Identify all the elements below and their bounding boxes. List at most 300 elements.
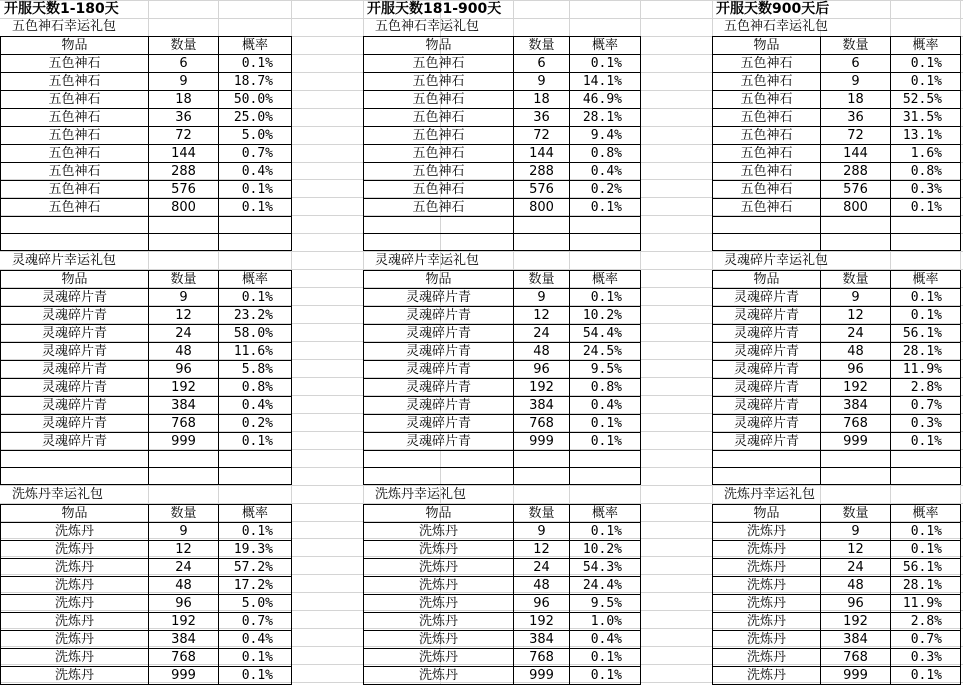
quantity-cell[interactable]: 800	[514, 198, 570, 216]
quantity-cell[interactable]: 6	[821, 54, 891, 72]
probability-cell[interactable]: 0.1%	[219, 432, 292, 450]
quantity-cell[interactable]: 12	[821, 540, 891, 558]
quantity-cell[interactable]: 9	[514, 288, 570, 306]
item-cell[interactable]: 灵魂碎片青	[1, 342, 149, 360]
quantity-cell[interactable]: 12	[514, 540, 570, 558]
item-cell[interactable]: 五色神石	[713, 180, 821, 198]
item-cell[interactable]: 灵魂碎片青	[713, 342, 821, 360]
quantity-cell[interactable]: 12	[821, 306, 891, 324]
header-item[interactable]: 物品	[1, 504, 149, 522]
header-probability[interactable]: 概率	[891, 504, 961, 522]
probability-cell[interactable]: 0.1%	[891, 522, 961, 540]
header-quantity[interactable]: 数量	[514, 270, 570, 288]
header-probability[interactable]: 概率	[891, 36, 961, 54]
probability-cell[interactable]: 14.1%	[570, 72, 641, 90]
quantity-cell[interactable]: 999	[149, 666, 219, 684]
quantity-cell[interactable]: 999	[149, 432, 219, 450]
empty-cell[interactable]	[364, 233, 514, 250]
probability-cell[interactable]: 24.5%	[570, 342, 641, 360]
quantity-cell[interactable]: 72	[149, 126, 219, 144]
empty-cell[interactable]	[821, 233, 891, 250]
header-item[interactable]: 物品	[713, 36, 821, 54]
quantity-cell[interactable]: 18	[149, 90, 219, 108]
quantity-cell[interactable]: 18	[514, 90, 570, 108]
item-cell[interactable]: 五色神石	[713, 144, 821, 162]
item-cell[interactable]: 洗炼丹	[1, 558, 149, 576]
quantity-cell[interactable]: 96	[821, 360, 891, 378]
quantity-cell[interactable]: 999	[821, 432, 891, 450]
probability-cell[interactable]: 11.6%	[219, 342, 292, 360]
item-cell[interactable]: 洗炼丹	[713, 540, 821, 558]
probability-cell[interactable]: 0.7%	[891, 630, 961, 648]
quantity-cell[interactable]: 24	[514, 558, 570, 576]
empty-cell[interactable]	[1, 467, 149, 484]
item-cell[interactable]: 洗炼丹	[364, 540, 514, 558]
item-cell[interactable]: 灵魂碎片青	[1, 324, 149, 342]
empty-cell[interactable]	[821, 216, 891, 233]
probability-cell[interactable]: 0.1%	[570, 648, 641, 666]
empty-cell[interactable]	[891, 233, 961, 250]
header-quantity[interactable]: 数量	[149, 270, 219, 288]
header-quantity[interactable]: 数量	[821, 504, 891, 522]
probability-cell[interactable]: 0.1%	[219, 648, 292, 666]
probability-cell[interactable]: 0.2%	[219, 414, 292, 432]
quantity-cell[interactable]: 384	[149, 630, 219, 648]
probability-cell[interactable]: 52.5%	[891, 90, 961, 108]
header-probability[interactable]: 概率	[570, 504, 641, 522]
quantity-cell[interactable]: 9	[149, 72, 219, 90]
quantity-cell[interactable]: 768	[149, 414, 219, 432]
quantity-cell[interactable]: 96	[821, 594, 891, 612]
probability-cell[interactable]: 0.1%	[891, 54, 961, 72]
quantity-cell[interactable]: 48	[514, 342, 570, 360]
quantity-cell[interactable]: 24	[821, 324, 891, 342]
empty-cell[interactable]	[570, 233, 641, 250]
item-cell[interactable]: 五色神石	[364, 108, 514, 126]
header-item[interactable]: 物品	[1, 36, 149, 54]
quantity-cell[interactable]: 192	[821, 612, 891, 630]
quantity-cell[interactable]: 192	[149, 378, 219, 396]
probability-cell[interactable]: 0.8%	[891, 162, 961, 180]
probability-cell[interactable]: 56.1%	[891, 324, 961, 342]
empty-cell[interactable]	[219, 233, 292, 250]
quantity-cell[interactable]: 384	[514, 630, 570, 648]
probability-cell[interactable]: 0.7%	[219, 144, 292, 162]
quantity-cell[interactable]: 9	[514, 72, 570, 90]
item-cell[interactable]: 洗炼丹	[1, 522, 149, 540]
quantity-cell[interactable]: 48	[149, 342, 219, 360]
item-cell[interactable]: 洗炼丹	[1, 540, 149, 558]
quantity-cell[interactable]: 18	[821, 90, 891, 108]
item-cell[interactable]: 灵魂碎片青	[364, 432, 514, 450]
header-quantity[interactable]: 数量	[149, 36, 219, 54]
probability-cell[interactable]: 54.3%	[570, 558, 641, 576]
item-cell[interactable]: 洗炼丹	[1, 594, 149, 612]
quantity-cell[interactable]: 999	[514, 432, 570, 450]
probability-cell[interactable]: 10.2%	[570, 540, 641, 558]
item-cell[interactable]: 灵魂碎片青	[364, 306, 514, 324]
empty-cell[interactable]	[1, 233, 149, 250]
item-cell[interactable]: 洗炼丹	[364, 648, 514, 666]
empty-cell[interactable]	[570, 467, 641, 484]
item-cell[interactable]: 洗炼丹	[364, 522, 514, 540]
probability-cell[interactable]: 0.4%	[219, 162, 292, 180]
quantity-cell[interactable]: 96	[514, 360, 570, 378]
probability-cell[interactable]: 0.4%	[570, 162, 641, 180]
empty-cell[interactable]	[219, 450, 292, 467]
quantity-cell[interactable]: 24	[149, 558, 219, 576]
header-item[interactable]: 物品	[713, 270, 821, 288]
empty-cell[interactable]	[713, 467, 821, 484]
probability-cell[interactable]: 0.1%	[891, 432, 961, 450]
probability-cell[interactable]: 0.4%	[570, 630, 641, 648]
probability-cell[interactable]: 0.1%	[891, 306, 961, 324]
probability-cell[interactable]: 19.3%	[219, 540, 292, 558]
item-cell[interactable]: 洗炼丹	[1, 666, 149, 684]
item-cell[interactable]: 洗炼丹	[1, 612, 149, 630]
probability-cell[interactable]: 28.1%	[570, 108, 641, 126]
item-cell[interactable]: 五色神石	[1, 72, 149, 90]
quantity-cell[interactable]: 48	[821, 342, 891, 360]
empty-cell[interactable]	[219, 216, 292, 233]
item-cell[interactable]: 五色神石	[713, 162, 821, 180]
probability-cell[interactable]: 5.0%	[219, 594, 292, 612]
quantity-cell[interactable]: 72	[514, 126, 570, 144]
quantity-cell[interactable]: 24	[821, 558, 891, 576]
empty-cell[interactable]	[514, 467, 570, 484]
item-cell[interactable]: 五色神石	[1, 144, 149, 162]
empty-cell[interactable]	[514, 216, 570, 233]
quantity-cell[interactable]: 768	[514, 414, 570, 432]
probability-cell[interactable]: 1.6%	[891, 144, 961, 162]
item-cell[interactable]: 灵魂碎片青	[713, 324, 821, 342]
probability-cell[interactable]: 0.4%	[219, 630, 292, 648]
probability-cell[interactable]: 0.1%	[570, 414, 641, 432]
quantity-cell[interactable]: 192	[514, 612, 570, 630]
header-item[interactable]: 物品	[364, 504, 514, 522]
empty-cell[interactable]	[364, 450, 514, 467]
header-probability[interactable]: 概率	[570, 36, 641, 54]
empty-cell[interactable]	[149, 467, 219, 484]
item-cell[interactable]: 灵魂碎片青	[1, 432, 149, 450]
item-cell[interactable]: 五色神石	[713, 126, 821, 144]
probability-cell[interactable]: 0.1%	[219, 180, 292, 198]
item-cell[interactable]: 五色神石	[364, 72, 514, 90]
probability-cell[interactable]: 0.1%	[570, 198, 641, 216]
quantity-cell[interactable]: 96	[149, 360, 219, 378]
empty-cell[interactable]	[713, 216, 821, 233]
quantity-cell[interactable]: 288	[149, 162, 219, 180]
quantity-cell[interactable]: 192	[514, 378, 570, 396]
probability-cell[interactable]: 0.2%	[570, 180, 641, 198]
probability-cell[interactable]: 0.4%	[219, 396, 292, 414]
quantity-cell[interactable]: 288	[821, 162, 891, 180]
item-cell[interactable]: 洗炼丹	[1, 576, 149, 594]
probability-cell[interactable]: 0.1%	[891, 72, 961, 90]
quantity-cell[interactable]: 48	[149, 576, 219, 594]
quantity-cell[interactable]: 9	[821, 288, 891, 306]
item-cell[interactable]: 灵魂碎片青	[364, 342, 514, 360]
quantity-cell[interactable]: 9	[149, 522, 219, 540]
quantity-cell[interactable]: 576	[821, 180, 891, 198]
quantity-cell[interactable]: 384	[149, 396, 219, 414]
item-cell[interactable]: 五色神石	[713, 54, 821, 72]
quantity-cell[interactable]: 12	[514, 306, 570, 324]
probability-cell[interactable]: 0.3%	[891, 180, 961, 198]
probability-cell[interactable]: 23.2%	[219, 306, 292, 324]
item-cell[interactable]: 洗炼丹	[713, 666, 821, 684]
item-cell[interactable]: 洗炼丹	[713, 594, 821, 612]
item-cell[interactable]: 五色神石	[713, 72, 821, 90]
item-cell[interactable]: 洗炼丹	[364, 666, 514, 684]
item-cell[interactable]: 灵魂碎片青	[713, 432, 821, 450]
item-cell[interactable]: 洗炼丹	[364, 594, 514, 612]
item-cell[interactable]: 灵魂碎片青	[713, 306, 821, 324]
item-cell[interactable]: 五色神石	[364, 198, 514, 216]
quantity-cell[interactable]: 576	[514, 180, 570, 198]
quantity-cell[interactable]: 24	[514, 324, 570, 342]
item-cell[interactable]: 灵魂碎片青	[364, 360, 514, 378]
item-cell[interactable]: 五色神石	[364, 162, 514, 180]
probability-cell[interactable]: 9.4%	[570, 126, 641, 144]
quantity-cell[interactable]: 12	[149, 540, 219, 558]
header-quantity[interactable]: 数量	[514, 36, 570, 54]
empty-cell[interactable]	[1, 450, 149, 467]
quantity-cell[interactable]: 999	[514, 666, 570, 684]
item-cell[interactable]: 五色神石	[1, 90, 149, 108]
item-cell[interactable]: 灵魂碎片青	[1, 360, 149, 378]
item-cell[interactable]: 灵魂碎片青	[364, 378, 514, 396]
header-item[interactable]: 物品	[1, 270, 149, 288]
probability-cell[interactable]: 5.8%	[219, 360, 292, 378]
header-probability[interactable]: 概率	[219, 504, 292, 522]
header-probability[interactable]: 概率	[891, 270, 961, 288]
item-cell[interactable]: 五色神石	[713, 108, 821, 126]
probability-cell[interactable]: 0.3%	[891, 648, 961, 666]
probability-cell[interactable]: 10.2%	[570, 306, 641, 324]
item-cell[interactable]: 洗炼丹	[364, 576, 514, 594]
header-quantity[interactable]: 数量	[821, 270, 891, 288]
probability-cell[interactable]: 18.7%	[219, 72, 292, 90]
empty-cell[interactable]	[891, 216, 961, 233]
probability-cell[interactable]: 0.8%	[570, 144, 641, 162]
quantity-cell[interactable]: 48	[821, 576, 891, 594]
item-cell[interactable]: 灵魂碎片青	[1, 288, 149, 306]
probability-cell[interactable]: 28.1%	[891, 576, 961, 594]
probability-cell[interactable]: 0.1%	[570, 666, 641, 684]
quantity-cell[interactable]: 384	[821, 630, 891, 648]
probability-cell[interactable]: 24.4%	[570, 576, 641, 594]
item-cell[interactable]: 洗炼丹	[1, 630, 149, 648]
item-cell[interactable]: 灵魂碎片青	[713, 414, 821, 432]
probability-cell[interactable]: 54.4%	[570, 324, 641, 342]
item-cell[interactable]: 灵魂碎片青	[364, 396, 514, 414]
probability-cell[interactable]: 50.0%	[219, 90, 292, 108]
header-probability[interactable]: 概率	[219, 270, 292, 288]
quantity-cell[interactable]: 144	[821, 144, 891, 162]
probability-cell[interactable]: 0.8%	[219, 378, 292, 396]
empty-cell[interactable]	[891, 467, 961, 484]
quantity-cell[interactable]: 800	[149, 198, 219, 216]
item-cell[interactable]: 洗炼丹	[713, 558, 821, 576]
item-cell[interactable]: 洗炼丹	[713, 522, 821, 540]
empty-cell[interactable]	[1, 216, 149, 233]
quantity-cell[interactable]: 36	[149, 108, 219, 126]
item-cell[interactable]: 五色神石	[364, 144, 514, 162]
quantity-cell[interactable]: 9	[821, 522, 891, 540]
probability-cell[interactable]: 13.1%	[891, 126, 961, 144]
quantity-cell[interactable]: 144	[514, 144, 570, 162]
quantity-cell[interactable]: 192	[149, 612, 219, 630]
header-quantity[interactable]: 数量	[514, 504, 570, 522]
header-item[interactable]: 物品	[713, 504, 821, 522]
empty-cell[interactable]	[364, 467, 514, 484]
probability-cell[interactable]: 0.1%	[219, 288, 292, 306]
item-cell[interactable]: 五色神石	[1, 198, 149, 216]
quantity-cell[interactable]: 192	[821, 378, 891, 396]
probability-cell[interactable]: 0.1%	[219, 666, 292, 684]
empty-cell[interactable]	[891, 450, 961, 467]
item-cell[interactable]: 灵魂碎片青	[1, 396, 149, 414]
probability-cell[interactable]: 0.1%	[570, 432, 641, 450]
probability-cell[interactable]: 0.4%	[570, 396, 641, 414]
quantity-cell[interactable]: 288	[514, 162, 570, 180]
quantity-cell[interactable]: 768	[514, 648, 570, 666]
probability-cell[interactable]: 0.1%	[219, 54, 292, 72]
item-cell[interactable]: 五色神石	[1, 108, 149, 126]
probability-cell[interactable]: 1.0%	[570, 612, 641, 630]
empty-cell[interactable]	[821, 467, 891, 484]
quantity-cell[interactable]: 576	[149, 180, 219, 198]
probability-cell[interactable]: 58.0%	[219, 324, 292, 342]
quantity-cell[interactable]: 6	[514, 54, 570, 72]
empty-cell[interactable]	[570, 450, 641, 467]
probability-cell[interactable]: 0.1%	[570, 54, 641, 72]
quantity-cell[interactable]: 24	[149, 324, 219, 342]
quantity-cell[interactable]: 48	[514, 576, 570, 594]
empty-cell[interactable]	[821, 450, 891, 467]
item-cell[interactable]: 灵魂碎片青	[713, 360, 821, 378]
probability-cell[interactable]: 46.9%	[570, 90, 641, 108]
quantity-cell[interactable]: 768	[149, 648, 219, 666]
probability-cell[interactable]: 0.1%	[570, 288, 641, 306]
empty-cell[interactable]	[713, 450, 821, 467]
quantity-cell[interactable]: 12	[149, 306, 219, 324]
item-cell[interactable]: 灵魂碎片青	[1, 414, 149, 432]
probability-cell[interactable]: 2.8%	[891, 378, 961, 396]
probability-cell[interactable]: 17.2%	[219, 576, 292, 594]
probability-cell[interactable]: 0.7%	[891, 396, 961, 414]
header-probability[interactable]: 概率	[570, 270, 641, 288]
probability-cell[interactable]: 0.1%	[891, 540, 961, 558]
empty-cell[interactable]	[149, 233, 219, 250]
item-cell[interactable]: 洗炼丹	[364, 630, 514, 648]
empty-cell[interactable]	[570, 216, 641, 233]
header-item[interactable]: 物品	[364, 270, 514, 288]
item-cell[interactable]: 五色神石	[713, 90, 821, 108]
quantity-cell[interactable]: 96	[514, 594, 570, 612]
item-cell[interactable]: 五色神石	[1, 126, 149, 144]
item-cell[interactable]: 洗炼丹	[1, 648, 149, 666]
header-quantity[interactable]: 数量	[821, 36, 891, 54]
empty-cell[interactable]	[219, 467, 292, 484]
empty-cell[interactable]	[514, 233, 570, 250]
item-cell[interactable]: 灵魂碎片青	[1, 378, 149, 396]
probability-cell[interactable]: 11.9%	[891, 360, 961, 378]
probability-cell[interactable]: 0.1%	[219, 522, 292, 540]
quantity-cell[interactable]: 384	[514, 396, 570, 414]
item-cell[interactable]: 五色神石	[364, 90, 514, 108]
item-cell[interactable]: 灵魂碎片青	[364, 324, 514, 342]
probability-cell[interactable]: 0.3%	[891, 414, 961, 432]
item-cell[interactable]: 灵魂碎片青	[364, 414, 514, 432]
probability-cell[interactable]: 9.5%	[570, 594, 641, 612]
quantity-cell[interactable]: 384	[821, 396, 891, 414]
item-cell[interactable]: 灵魂碎片青	[713, 378, 821, 396]
quantity-cell[interactable]: 72	[821, 126, 891, 144]
probability-cell[interactable]: 0.1%	[219, 198, 292, 216]
probability-cell[interactable]: 0.1%	[891, 666, 961, 684]
header-probability[interactable]: 概率	[219, 36, 292, 54]
probability-cell[interactable]: 0.1%	[570, 522, 641, 540]
item-cell[interactable]: 五色神石	[1, 180, 149, 198]
item-cell[interactable]: 灵魂碎片青	[713, 288, 821, 306]
item-cell[interactable]: 五色神石	[364, 54, 514, 72]
quantity-cell[interactable]: 9	[821, 72, 891, 90]
probability-cell[interactable]: 0.7%	[219, 612, 292, 630]
probability-cell[interactable]: 2.8%	[891, 612, 961, 630]
probability-cell[interactable]: 31.5%	[891, 108, 961, 126]
item-cell[interactable]: 洗炼丹	[364, 558, 514, 576]
item-cell[interactable]: 洗炼丹	[364, 612, 514, 630]
quantity-cell[interactable]: 999	[821, 666, 891, 684]
item-cell[interactable]: 五色神石	[713, 198, 821, 216]
quantity-cell[interactable]: 6	[149, 54, 219, 72]
probability-cell[interactable]: 0.8%	[570, 378, 641, 396]
item-cell[interactable]: 洗炼丹	[713, 612, 821, 630]
probability-cell[interactable]: 57.2%	[219, 558, 292, 576]
item-cell[interactable]: 灵魂碎片青	[1, 306, 149, 324]
item-cell[interactable]: 五色神石	[364, 180, 514, 198]
quantity-cell[interactable]: 768	[821, 648, 891, 666]
probability-cell[interactable]: 56.1%	[891, 558, 961, 576]
probability-cell[interactable]: 25.0%	[219, 108, 292, 126]
probability-cell[interactable]: 9.5%	[570, 360, 641, 378]
item-cell[interactable]: 灵魂碎片青	[364, 288, 514, 306]
item-cell[interactable]: 五色神石	[1, 54, 149, 72]
item-cell[interactable]: 洗炼丹	[713, 630, 821, 648]
header-quantity[interactable]: 数量	[149, 504, 219, 522]
quantity-cell[interactable]: 36	[821, 108, 891, 126]
quantity-cell[interactable]: 768	[821, 414, 891, 432]
quantity-cell[interactable]: 36	[514, 108, 570, 126]
empty-cell[interactable]	[514, 450, 570, 467]
quantity-cell[interactable]: 9	[514, 522, 570, 540]
probability-cell[interactable]: 11.9%	[891, 594, 961, 612]
item-cell[interactable]: 洗炼丹	[713, 576, 821, 594]
header-item[interactable]: 物品	[364, 36, 514, 54]
probability-cell[interactable]: 5.0%	[219, 126, 292, 144]
empty-cell[interactable]	[364, 216, 514, 233]
probability-cell[interactable]: 0.1%	[891, 288, 961, 306]
quantity-cell[interactable]: 96	[149, 594, 219, 612]
item-cell[interactable]: 五色神石	[364, 126, 514, 144]
probability-cell[interactable]: 0.1%	[891, 198, 961, 216]
quantity-cell[interactable]: 800	[821, 198, 891, 216]
empty-cell[interactable]	[149, 216, 219, 233]
empty-cell[interactable]	[713, 233, 821, 250]
empty-cell[interactable]	[149, 450, 219, 467]
